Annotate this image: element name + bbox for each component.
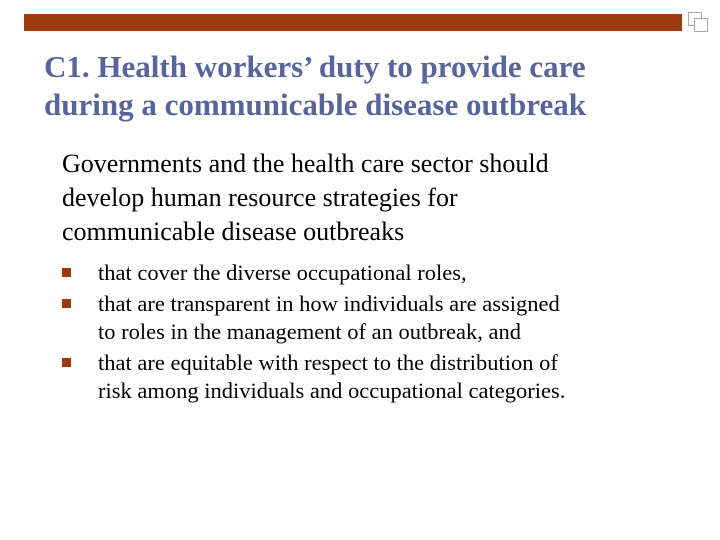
- bullet-2-line-2: to roles in the management of an outbreak, and: [98, 319, 521, 344]
- bullet-list: [62, 259, 702, 408]
- slide-title: [44, 48, 704, 124]
- intro-line-3: communicable disease outbreaks: [62, 217, 405, 246]
- square-bullet-icon: [62, 358, 71, 367]
- bullet-item-1: [62, 259, 702, 288]
- bullet-3-line-1: that are equitable with respect to the distribution of: [98, 349, 558, 375]
- slide-title-line-1: C1. Health workers’ duty to provide care: [44, 49, 586, 84]
- square-bullet-icon: [62, 268, 71, 277]
- slide-title-line-2: during a communicable disease outbreak: [44, 87, 586, 122]
- intro-paragraph: [62, 147, 702, 249]
- bullet-item-3: [62, 349, 702, 406]
- square-bullet-icon: [62, 299, 71, 308]
- top-accent-bar: [24, 14, 682, 31]
- corner-square-inner: [694, 18, 708, 32]
- intro-line-1: Governments and the health care sector should: [62, 149, 549, 178]
- bullet-2-line-1: that are transparent in how individuals are assigned: [98, 290, 560, 316]
- bullet-item-2: [62, 290, 702, 347]
- bullet-1-line-1: that cover the diverse occupational roles,: [98, 260, 467, 285]
- bullet-3-line-2: risk among individuals and occupational categories.: [98, 378, 566, 403]
- intro-line-2: develop human resource strategies for: [62, 183, 458, 212]
